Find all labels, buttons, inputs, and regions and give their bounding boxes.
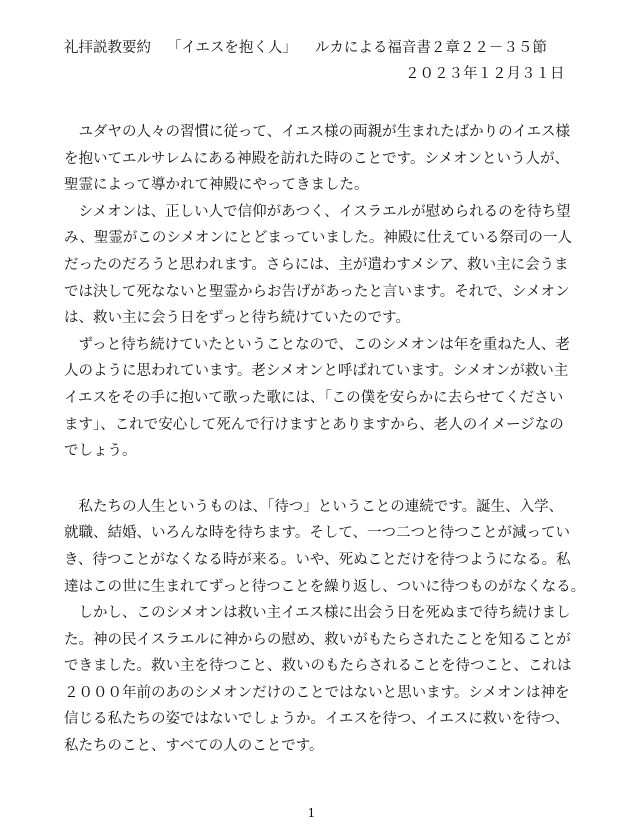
body-line: を抱いてエルサレムにある神殿を訪れた時のことです。シメオンという人が、	[64, 150, 570, 167]
body-line: 聖霊によって導かれて神殿にやってきました。	[64, 177, 369, 194]
body-line: ます」、これで安心して死んで行けますとありますから、老人のイメージなの	[64, 416, 564, 433]
body-line: 信じる私たちの姿ではないでしょうか。イエスを待つ、イエスに救いを待つ、	[64, 711, 570, 728]
body-line: ユダヤの人々の習慣に従って、イエス様の両親が生まれたばかりのイエス様	[64, 124, 571, 140]
body-line: できました。救い主を待つこと、救いのもたらされることを待つこと、これは	[64, 658, 572, 675]
paragraph-gap	[64, 465, 584, 494]
body-line: は、救い主に会う日をずっと待ち続けていたのです。	[64, 310, 410, 327]
body-line: 就職、結婚、いろんな時を待ちます。そして、一つ二つと待つことが減ってい	[64, 525, 571, 542]
sermon-date: ２０２３年１２月３１日	[405, 66, 565, 82]
body-line: 私たちの人生というものは、「待つ」ということの連続です。誕生、入学、	[64, 498, 564, 515]
body-line: み、聖霊がこのシメオンにとどまっていました。神殿に仕えている祭司の一人	[64, 230, 572, 247]
body-line: シメオンは、正しい人で信仰があつく、イスラエルが慰められるのを待ち望	[64, 203, 571, 220]
body-line: 人のように思われています。老シメオンと呼ばれています。シメオンが救い主	[64, 363, 569, 380]
body-line: では決して死なないと聖霊からお告げがあったと言います。それで、シメオン	[64, 283, 570, 300]
page-number: 1	[307, 806, 316, 820]
body-line: イエスをその手に抱いて歌った歌には、「この僕を安らかに去らせてください	[64, 389, 564, 406]
body-line: 私たちのこと、すべての人のことです。	[64, 738, 324, 755]
body-line: き、待つことがなくなる時が来る。いや、死ぬことだけを待つようになる。私	[64, 551, 571, 568]
sermon-title: 「イエスを抱く人」	[167, 40, 297, 56]
body-line: ２０００年前のあのシメオンだけのことではないと思います。シメオンは神を	[64, 684, 570, 701]
body-line: だったのだろうと思われます。さらには、主が遣わすメシア、救い主に会うま	[64, 256, 569, 273]
body-line: 達はこの世に生まれてずっと待つことを繰り返し、ついに待つものがなくなる。	[64, 578, 586, 595]
body-line: た。神の民イスラエルに神からの慰め、救いがもたらされたことを知ることが	[64, 631, 571, 648]
header-line	[64, 38, 547, 58]
sermon-label: 礼拝説教要約	[64, 40, 151, 56]
body-line: でしょう。	[64, 443, 137, 460]
scripture-reference: ルカによる福音書２章２２－３５節	[314, 40, 547, 56]
sermon-body	[64, 119, 584, 760]
body-line: ずっと待ち続けていたということなので、このシメオンは年を重ねた人、老	[64, 336, 570, 353]
body-line: しかし、このシメオンは救い主イエス様に出会う日を死ぬまで待ち続けまし	[64, 605, 571, 622]
